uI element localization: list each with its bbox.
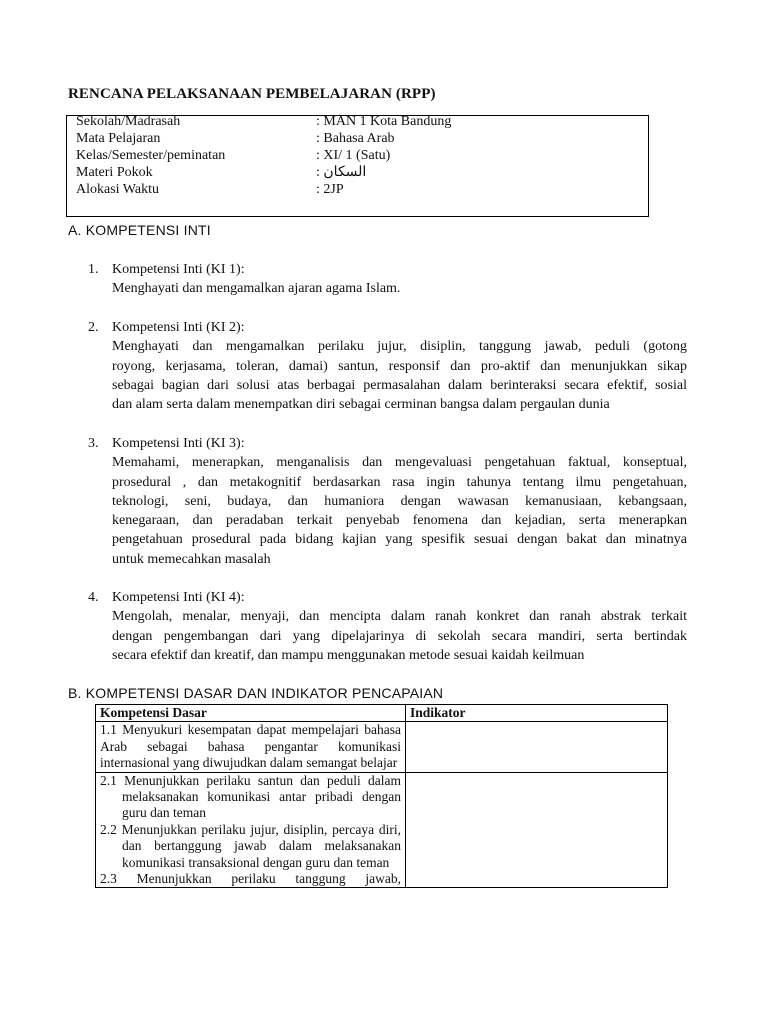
- table-row: [96, 772, 668, 888]
- identity-value: : 2JP: [316, 182, 344, 197]
- ki-number: 3.: [88, 436, 99, 451]
- header-indikator: Indikator: [406, 705, 668, 722]
- competency-item: 2.3 Menunjukkan perilaku tanggung jawab,: [100, 871, 401, 887]
- ki-line: dengan pengembangan dari yang dipelajarinya di sekolah secara mandiri, serta bertindak: [112, 628, 687, 644]
- ki-title: Kompetensi Inti (KI 3):: [112, 436, 245, 451]
- ki-line: Memahami, menerapkan, menganalisis dan mengevaluasi pengetahuan faktual, konseptual,: [112, 455, 687, 471]
- identity-label: Kelas/Semester/peminatan: [76, 148, 226, 163]
- table-row: [96, 722, 668, 772]
- competency-cell: [96, 772, 406, 888]
- ki-line: Menghayati dan mengamalkan ajaran agama Islam.: [112, 281, 401, 297]
- ki-body: [112, 337, 687, 414]
- table-header-row: [96, 705, 668, 722]
- ki-number: 4.: [88, 590, 99, 605]
- ki-line: sebagai bagian dari solusi atas berbagai permasalahan dalam berinteraksi secara efektif, sosial: [112, 377, 687, 393]
- identity-label: Mata Pelajaran: [76, 131, 161, 146]
- identity-value: : السكان: [316, 165, 367, 180]
- identity-value: : XI/ 1 (Satu): [316, 148, 391, 163]
- ki-line: Mengolah, menalar, menyaji, dan mencipta dalam ranah konkret dan ranah abstrak terkait: [112, 609, 687, 625]
- ki-body: [112, 607, 687, 665]
- identity-label: Materi Pokok: [76, 165, 153, 180]
- ki-number: 2.: [88, 320, 99, 335]
- competency-item: 1.1 Menyukuri kesempatan dapat mempelajari bahasa Arab sebagai bahasa pengantar komunikasi internasional yang diwujudkan dalam semangat belajar: [100, 722, 401, 771]
- ki-body: [112, 453, 687, 569]
- ki-line: secara efektif dan kreatif, dan mampu menggunakan metode sesuai kaidah keilmuan: [112, 647, 585, 663]
- ki-title: Kompetensi Inti (KI 2):: [112, 320, 245, 335]
- competency-cell: [96, 722, 406, 772]
- identity-label: Alokasi Waktu: [76, 182, 159, 197]
- ki-line: kenegaraan, dan peradaban terkait penyebab fenomena dan kejadian, serta menerapkan: [112, 513, 687, 529]
- identity-value: : MAN 1 Kota Bandung: [316, 114, 452, 129]
- ki-line: teknologi, seni, budaya, dan humaniora dengan wawasan kemanusiaan, kebangsaan,: [112, 493, 687, 509]
- indicator-cell: [406, 772, 668, 888]
- ki-line: prosedural , dan metakognitif berdasarkan rasa ingin tahunya tentang ilmu pengetahuan,: [112, 474, 687, 490]
- identity-label: Sekolah/Madrasah: [76, 114, 181, 129]
- ki-line: royong, kerjasama, toleran, damai) santun, responsif dan pro-aktif dan menunjukkan sikap: [112, 358, 687, 374]
- section-b-heading: B. KOMPETENSI DASAR DAN INDIKATOR PENCAPAIAN: [68, 685, 444, 701]
- ki-body: [112, 279, 687, 298]
- header-kompetensi-dasar: Kompetensi Dasar: [96, 705, 406, 722]
- competency-table: [95, 704, 668, 888]
- indicator-cell: [406, 722, 668, 772]
- ki-line: dan alam serta dalam menempatkan diri sebagai cerminan bangsa dalam pergaulan dunia: [112, 397, 610, 413]
- competency-item: 2.2 Menunjukkan perilaku jujur, disiplin, percaya diri, dan bertanggung jawab dalam melaksanakan komunikasi transaksional dengan guru dan teman: [100, 821, 401, 870]
- ki-line: Menghayati dan mengamalkan perilaku jujur, disiplin, tanggung jawab, peduli (gotong: [112, 339, 687, 355]
- ki-line: pengetahuan prosedural pada bidang kajian yang spesifik sesuai dengan bakat dan minatnya: [112, 532, 687, 548]
- ki-title: Kompetensi Inti (KI 1):: [112, 262, 245, 277]
- ki-title: Kompetensi Inti (KI 4):: [112, 590, 245, 605]
- section-a-heading: A. KOMPETENSI INTI: [68, 222, 211, 238]
- identity-value: : Bahasa Arab: [316, 131, 395, 146]
- competency-item: 2.1 Menunjukkan perilaku santun dan peduli dalam melaksanakan komunikasi antar pribadi dengan guru dan teman: [100, 772, 401, 821]
- ki-number: 1.: [88, 262, 99, 277]
- page-title: RENCANA PELAKSANAAN PEMBELAJARAN (RPP): [68, 86, 436, 102]
- ki-line: untuk memecahkan masalah: [112, 551, 271, 567]
- identity-box: [66, 115, 649, 217]
